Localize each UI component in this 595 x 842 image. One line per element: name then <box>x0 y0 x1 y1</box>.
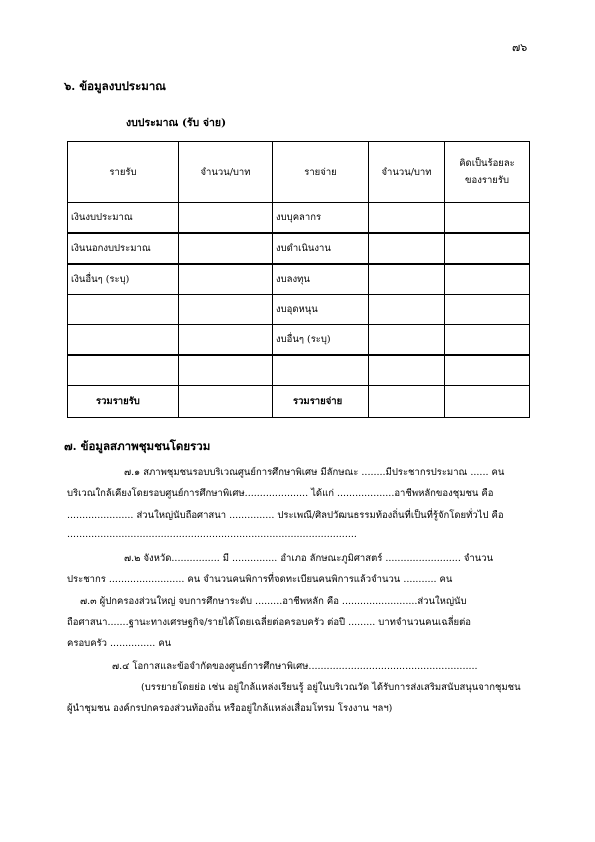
income-label: เงินงบประมาณ <box>68 203 179 234</box>
total-percent-cell[interactable] <box>445 386 530 418</box>
percent-cell[interactable] <box>445 264 530 295</box>
table-row <box>68 264 530 295</box>
expense-label: งบดำเนินงาน <box>273 233 369 264</box>
income-amount-cell[interactable] <box>179 295 273 325</box>
expense-label: งบบุคลากร <box>273 203 369 234</box>
budget-table <box>67 141 530 418</box>
expense-amount-cell[interactable] <box>369 355 445 386</box>
income-amount-cell[interactable] <box>179 325 273 356</box>
expense-amount-cell[interactable] <box>369 325 445 356</box>
paragraph-line: บริเวณใกล้เคียงโดยรอบศูนย์การศึกษาพิเศษ..................... ได้แก่ ...................อาชีพหลักของชุมชน คือ <box>67 488 494 499</box>
expense-label: งบอื่นๆ (ระบุ) <box>273 325 369 356</box>
col-income-amount: จำนวน/บาท <box>179 142 273 203</box>
table-row <box>68 355 530 386</box>
paragraph-line: ................................................................................................ <box>67 529 357 540</box>
expense-amount-cell[interactable] <box>369 233 445 264</box>
total-income-amount-cell[interactable] <box>179 386 273 418</box>
percent-cell[interactable] <box>445 325 530 356</box>
table-row <box>68 203 530 234</box>
table-header-row <box>68 142 530 203</box>
percent-cell[interactable] <box>445 233 530 264</box>
col-percent: คิดเป็นร้อยละ ของรายรับ <box>445 142 530 203</box>
total-income-label: รวมรายรับ <box>68 386 179 418</box>
budget-subheading: งบประมาณ (รับ จ่าย) <box>126 117 227 129</box>
income-amount-cell[interactable] <box>179 264 273 295</box>
expense-amount-cell[interactable] <box>369 295 445 325</box>
table-row <box>68 325 530 356</box>
paragraph-line: ๗.๑ สภาพชุมชนรอบบริเวณศูนย์การศึกษาพิเศษ มีลักษณะ ........มีประชากรประมาณ ...... คน <box>124 467 505 478</box>
total-expense-label: รวมรายจ่าย <box>273 386 369 418</box>
paragraph-line: ๗.๓ ผู้ปกครองส่วนใหญ่ จบการศึกษาระดับ .........อาชีพหลัก คือ .........................ส่วนใหญ่นับ <box>80 596 467 607</box>
table-total-row <box>68 386 530 418</box>
paragraph-line: ประชากร ......................... คน จำนวนคนพิการที่จดทะเบียนคนพิการแล้วจำนวน ........... คน <box>67 574 453 585</box>
expense-amount-cell[interactable] <box>369 264 445 295</box>
income-label: เงินอื่นๆ (ระบุ) <box>68 264 179 295</box>
col-expense-amount: จำนวน/บาท <box>369 142 445 203</box>
section-7-heading: ๗. ข้อมูลสภาพชุมชนโดยรวม <box>64 439 211 453</box>
expense-label <box>273 355 369 386</box>
paragraph-line: (บรรยายโดยย่อ เช่น อยู่ใกล้แหล่งเรียนรู้ อยู่ในบริเวณวัด ได้รับการส่งเสริมสนับสนุนจากชุมชน <box>141 682 521 693</box>
expense-label: งบลงทุน <box>273 264 369 295</box>
paragraph-line: ๗.๔ โอกาสและข้อจำกัดของศูนย์การศึกษาพิเศษ........................................................ <box>112 661 478 672</box>
expense-amount-cell[interactable] <box>369 203 445 234</box>
percent-cell[interactable] <box>445 355 530 386</box>
paragraph-line: ถือศาสนา.......ฐานะทางเศรษฐกิจ/รายได้โดยเฉลี่ยต่อครอบครัว ต่อปี ......... บาทจำนวนคนเฉลี่ยต่อ <box>67 617 471 628</box>
percent-cell[interactable] <box>445 203 530 234</box>
table-row <box>68 295 530 325</box>
income-label <box>68 355 179 386</box>
paragraph-line: ผู้นำชุมชน องค์กรปกครองส่วนท้องถิ่น หรืออยู่ใกล้แหล่งเสื่อมโทรม โรงงาน ฯลฯ) <box>67 703 393 714</box>
income-label: เงินนอกงบประมาณ <box>68 233 179 264</box>
percent-cell[interactable] <box>445 295 530 325</box>
total-expense-amount-cell[interactable] <box>369 386 445 418</box>
income-amount-cell[interactable] <box>179 203 273 234</box>
paragraph-line: ๗.๒ จังหวัด................ มี ............... อำเภอ ลักษณะภูมิศาสตร์ ......................... จำนวน <box>124 553 494 564</box>
table-row <box>68 233 530 264</box>
income-amount-cell[interactable] <box>179 355 273 386</box>
expense-label: งบอุดหนุน <box>273 295 369 325</box>
income-label <box>68 325 179 356</box>
col-expense: รายจ่าย <box>273 142 369 203</box>
income-label <box>68 295 179 325</box>
col-income: รายรับ <box>68 142 179 203</box>
paragraph-line: ...................... ส่วนใหญ่นับถือศาสนา ............... ประเพณี/ศิลปวัฒนธรรมท้องถิ่นที่เป็นที่รู้จักโดยทั่วไป คือ <box>67 510 504 521</box>
income-amount-cell[interactable] <box>179 233 273 264</box>
section-6-heading: ๖. ข้อมูลงบประมาณ <box>64 79 166 93</box>
page-number: ๗๖ <box>512 41 528 54</box>
paragraph-line: ครอบครัว ............... คน <box>67 638 172 649</box>
